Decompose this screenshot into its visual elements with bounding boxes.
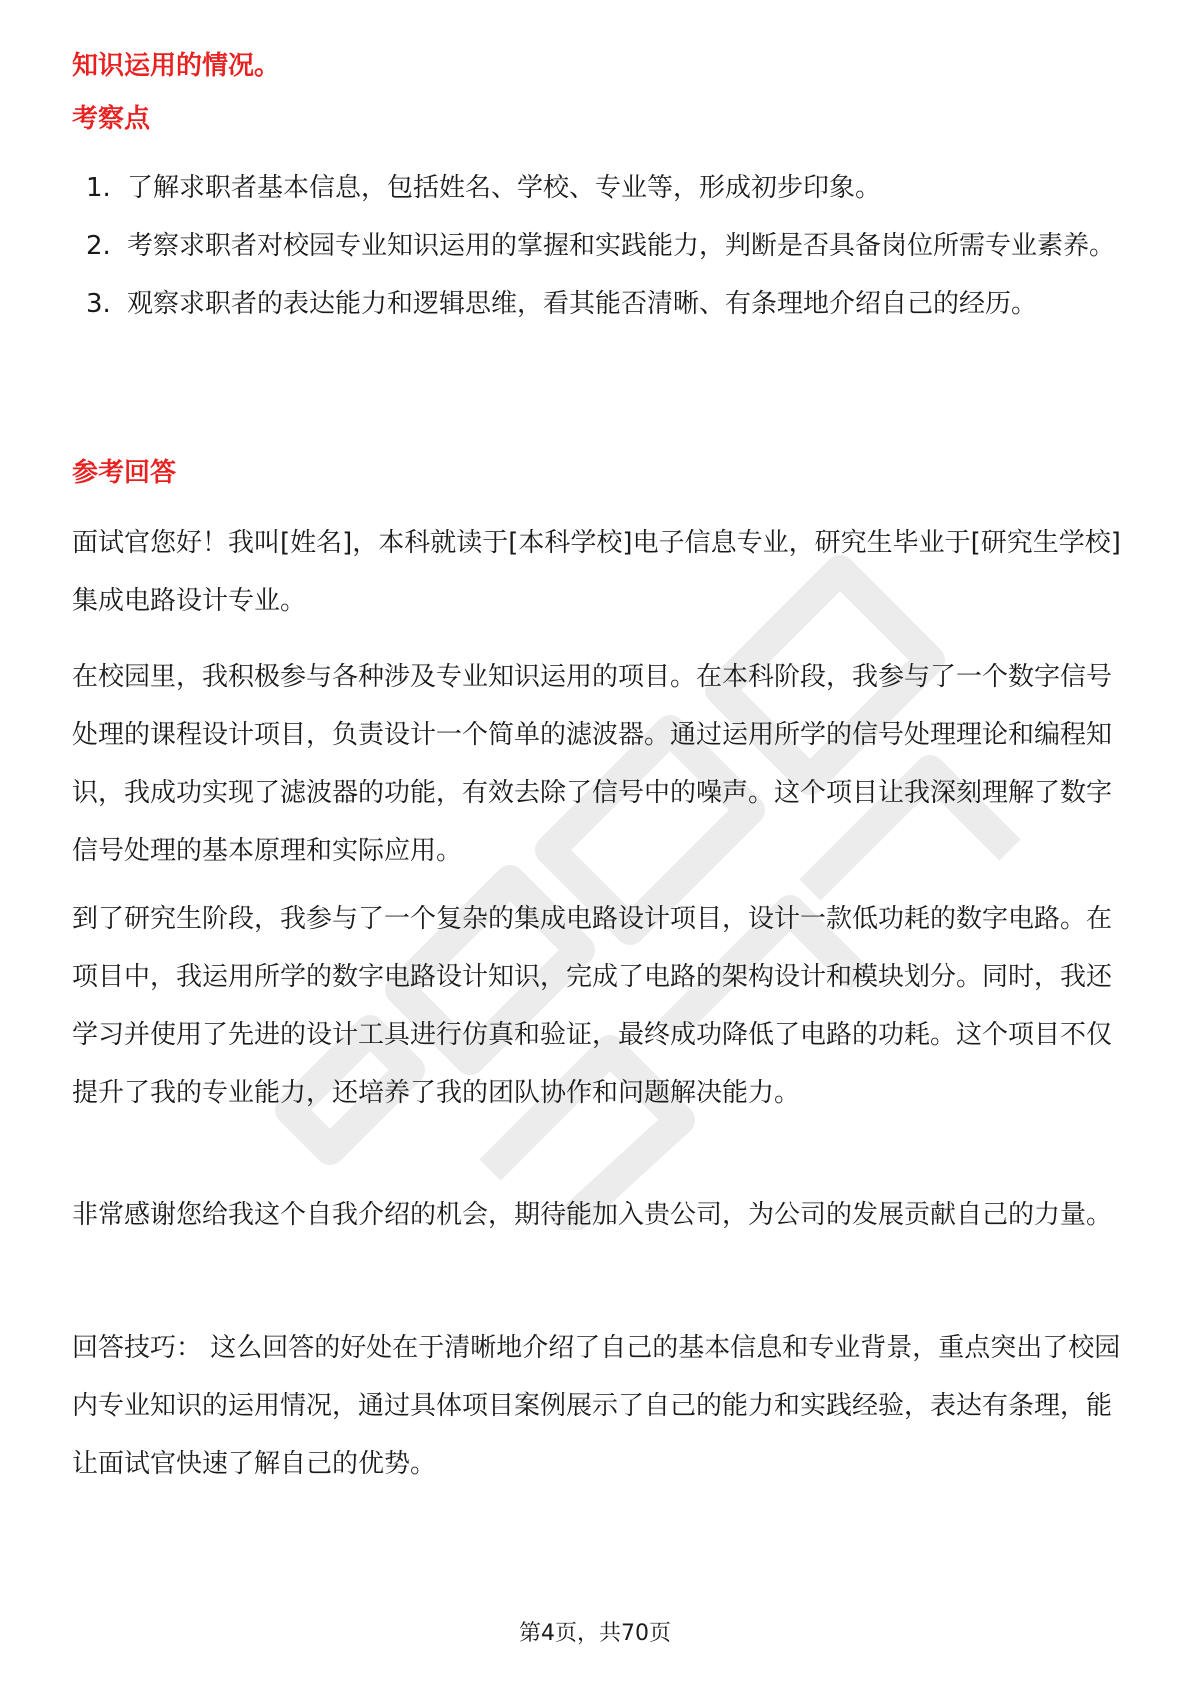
list-item [72,275,1122,333]
checkpoints-list [72,159,1122,333]
answer-paragraph-2: 在校园里，我积极参与各种涉及专业知识运用的项目。在本科阶段，我参与了一个数字信号处理的课程设计项目，负责设计一个简单的滤波器。通过运用所学的信号处理理论和编程知识，我成功实现了滤波器的功能，有效去除了信号中的噪声。这个项目让我深刻理解了数字信号处理的基本原理和实际应用。 [72,662,1113,866]
answer-paragraph-3: 到了研究生阶段，我参与了一个复杂的集成电路设计项目，设计一款低功耗的数字电路。在项目中，我运用所学的数字电路设计知识，完成了电路的架构设计和模块划分。同时，我还学习并使用了先进的设计工具进行仿真和验证，最终成功降低了电路的功耗。这个项目不仅提升了我的专业能力，还培养了我的团队协作和问题解决能力。 [72,904,1113,1108]
list-number: 1. [86,173,111,203]
list-item-text: 考察求职者对校园专业知识运用的掌握和实践能力，判断是否具备岗位所需专业素养。 [127,231,1116,261]
answer-title: 参考回答 [72,458,177,488]
continued-heading: 知识运用的情况。 [72,51,281,81]
list-item-text: 观察求职者的表达能力和逻辑思维，看其能否清晰、有条理地介绍自己的经历。 [127,289,1038,319]
answer-tip: 回答技巧： 这么回答的好处在于清晰地介绍了自己的基本信息和专业背景，重点突出了校园内专业知识的运用情况，通过具体项目案例展示了自己的能力和实践经验，表达有条理，能让面试官快速了解自己的优势。 [72,1333,1121,1479]
list-item-text: 了解求职者基本信息，包括姓名、学校、专业等，形成初步印象。 [127,173,882,203]
checkpoints-title: 考察点 [72,104,151,134]
page-number: 第4页，共70页 [519,1621,671,1646]
answer-paragraph-1: 面试官您好！我叫[姓名]，本科就读于[本科学校]电子信息专业，研究生毕业于[研究生学校]集成电路设计专业。 [72,528,1121,616]
list-number: 3. [86,289,111,319]
list-number: 2. [86,231,111,261]
list-item [72,217,1122,275]
list-item [72,159,1122,217]
answer-paragraph-4: 非常感谢您给我这个自我介绍的机会，期待能加入贵公司，为公司的发展贡献自己的力量。 [72,1200,1113,1230]
